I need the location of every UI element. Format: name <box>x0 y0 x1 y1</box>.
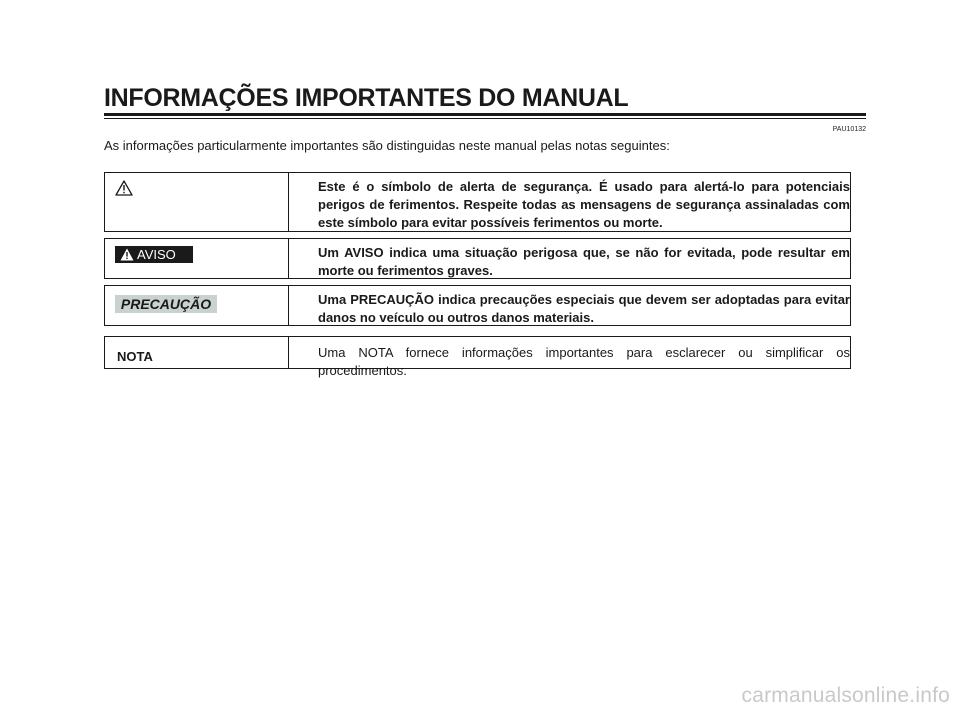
note-description: Este é o símbolo de alerta de segurança. É usado para alertá-lo para potenciais perigos de ferimentos. Respeite todas as mensagens de segurança assinaladas com este símbolo para evitar possíveis ferimentos ou morte. <box>318 179 850 230</box>
title-rule-thin <box>104 118 866 119</box>
title-rule-thick <box>104 113 866 116</box>
column-divider <box>288 239 289 278</box>
precaucao-badge: PRECAUÇÃO <box>115 295 217 313</box>
document-code: PAU10132 <box>832 126 866 133</box>
note-box-precaucao <box>104 285 851 326</box>
column-divider <box>288 286 289 325</box>
warning-triangle-icon <box>120 248 134 264</box>
note-description: Uma NOTA fornece informações importantes para esclarecer ou simplificar os procedimentos. <box>318 345 850 378</box>
page-title: INFORMAÇÕES IMPORTANTES DO MANUAL <box>104 84 629 112</box>
warning-triangle-icon <box>115 180 133 201</box>
column-divider <box>288 337 289 368</box>
aviso-badge <box>115 246 193 263</box>
watermark: carmanualsonline.info <box>741 684 950 707</box>
note-box-aviso <box>104 238 851 279</box>
note-box-safety-symbol <box>104 172 851 232</box>
intro-text: As informações particularmente importantes são distinguidas neste manual pelas notas seguintes: <box>104 138 670 153</box>
nota-label: NOTA <box>117 349 153 364</box>
note-description: Uma PRECAUÇÃO indica precauções especiais que devem ser adoptadas para evitar danos no veículo ou outros danos materiais. <box>318 292 850 325</box>
column-divider <box>288 173 289 231</box>
note-description: Um AVISO indica uma situação perigosa que, se não for evitada, pode resultar em morte ou ferimentos graves. <box>318 245 850 278</box>
aviso-label: AVISO <box>137 247 176 262</box>
note-box-nota <box>104 336 851 378</box>
